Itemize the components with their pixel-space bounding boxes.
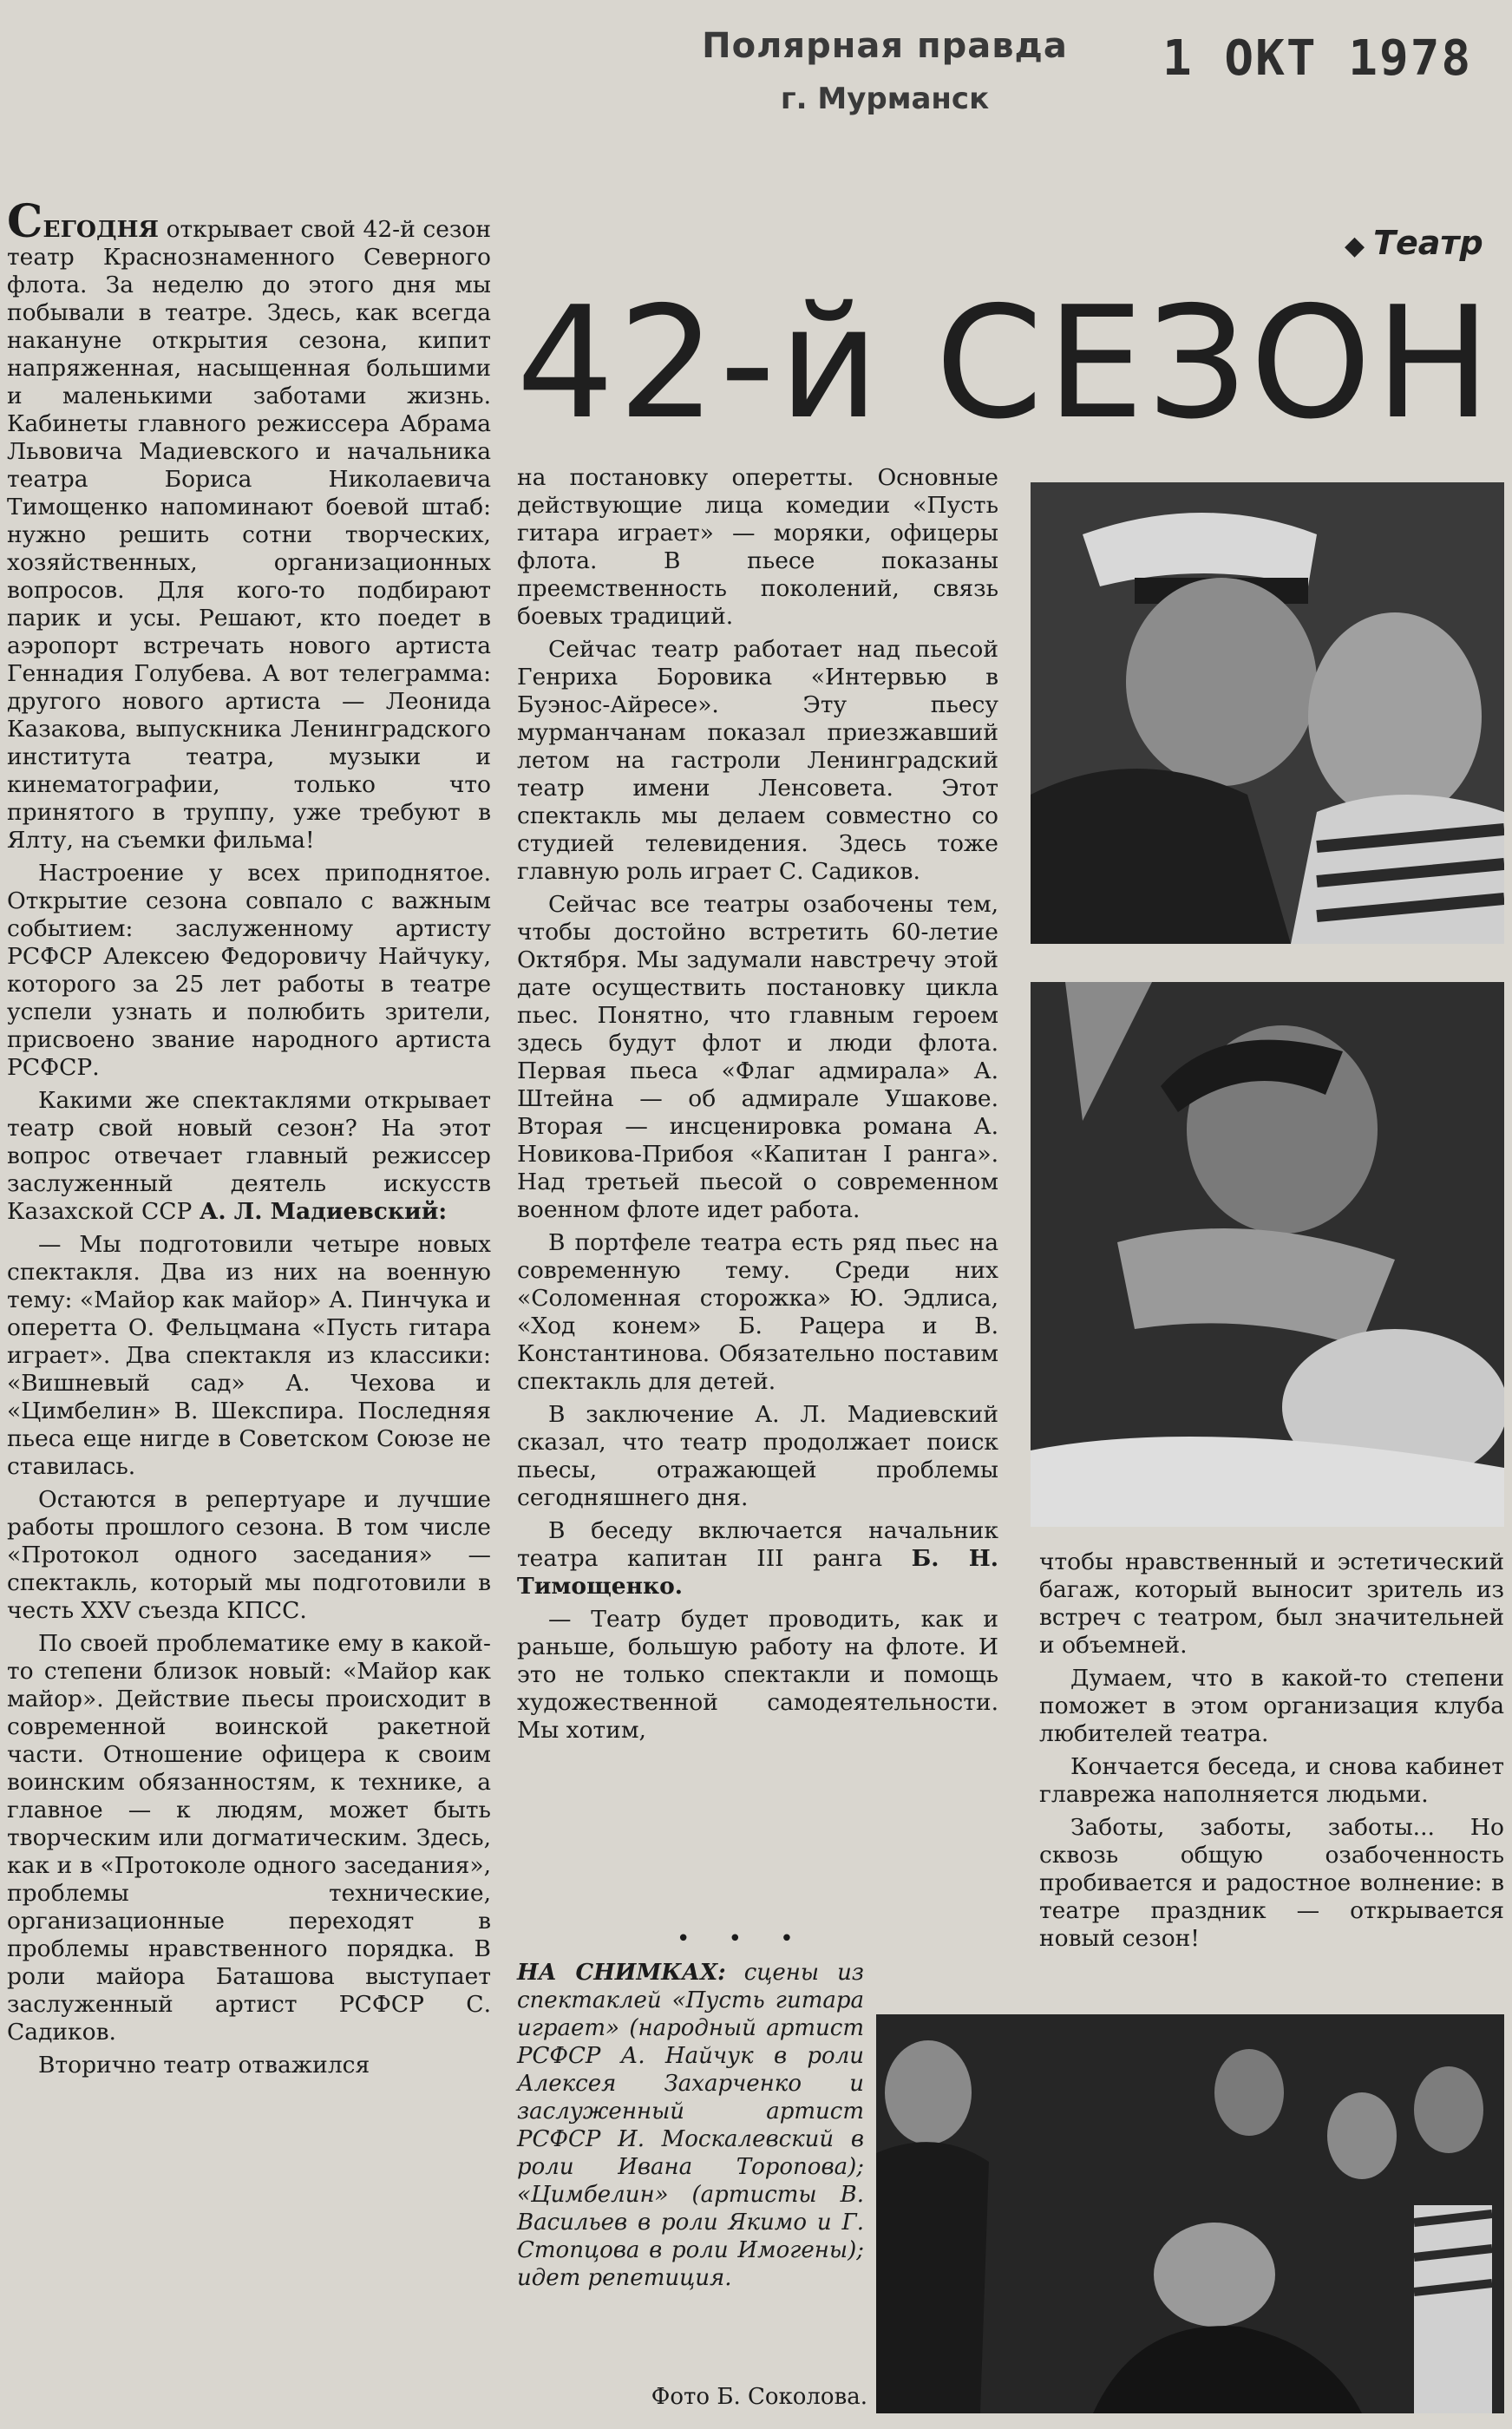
paragraph-text: Какими же спектаклями открывает театр свой новый сезон? На этот вопрос отвечает главный режиссер заслуженный деятель искусств Казахской ССР bbox=[7, 1087, 491, 1225]
separator-dots: • • • bbox=[677, 1926, 809, 1952]
photo-rehearsal-drawing bbox=[876, 2014, 1504, 2413]
paragraph: Кончается беседа, и снова кабинет главрежа наполняется людьми. bbox=[1039, 1753, 1504, 1808]
paragraph: В портфеле театра есть ряд пьес на современную тему. Среди них «Соломенная сторожка» Ю. Эдлиса, «Ход конем» Б. Рацера и В. Константинова. Обязательно поставим спектакль для детей. bbox=[517, 1229, 998, 1395]
paragraph: Заботы, заботы, заботы... Но сквозь общую озабоченность пробивается и радостное волнение: в театре праздник — открывается новый сезон! bbox=[1039, 1814, 1504, 1952]
paragraph: Настроение у всех приподнятое. Открытие сезона совпало с важным событием: заслуженному артисту РСФСР Алексею Федоровичу Найчуку, которого за 25 лет работы в театре успели узнать и полюбить зрители, присвоено звание народного артиста РСФСР. bbox=[7, 860, 491, 1081]
photo-credit: Фото Б. Соколова. bbox=[651, 2384, 867, 2410]
paragraph bbox=[7, 195, 491, 854]
section-label bbox=[1345, 224, 1483, 262]
lead-word: ЕГОДНЯ bbox=[43, 216, 159, 243]
photo-cymbeline-scene bbox=[1031, 982, 1504, 1527]
paragraph-text: В беседу включается начальник театра капитан III ранга bbox=[517, 1517, 998, 1572]
paragraph bbox=[517, 1517, 998, 1601]
article-column-3 bbox=[1039, 1548, 1504, 1958]
speaker-name: А. Л. Мадиевский: bbox=[199, 1198, 448, 1225]
drop-cap: С bbox=[7, 195, 43, 248]
paragraph: на постановку оперетты. Основные действующие лица комедии «Пусть гитара играет» — моряки, офицеры флота. В пьесе показаны преемственность поколений, связь боевых традиций. bbox=[517, 464, 998, 630]
masthead-stamp bbox=[685, 26, 1084, 116]
paragraph: Сейчас все театры озабочены тем, чтобы достойно встретить 60-летие Октября. Мы задумали навстречу этой дате осуществить постановку цикла пьес. Понятно, что главным героем здесь будут флот и люди флота. Первая пьеса «Флаг адмирала» А. Штейна — об адмирале Ушакове. Вторая — инсценировка романа А. Новикова-Прибоя «Капитан I ранга». Над третьей пьесой о современном военном флоте идет работа. bbox=[517, 891, 998, 1223]
photo-caption bbox=[517, 1959, 864, 2292]
paragraph: — Театр будет проводить, как и раньше, большую работу на флоте. И это не только спектакли и помощь художественной самодеятельности. Мы хотим, bbox=[517, 1606, 998, 1744]
paragraph: В заключение А. Л. Мадиевский сказал, что театр продолжает поиск пьесы, отражающей проблемы сегодняшнего дня. bbox=[517, 1401, 998, 1511]
headline: 42-й СЕЗОН bbox=[516, 273, 1495, 453]
speaker-name: Б. Н. Тимощенко. bbox=[517, 1545, 998, 1600]
newspaper-name: Полярная правда bbox=[702, 26, 1068, 66]
paragraph: Остаются в репертуаре и лучшие работы прошлого сезона. В том числе «Протокол одного заседания» — спектакль, который мы подготовили в честь XXV съезда КПСС. bbox=[7, 1486, 491, 1624]
photo-sailors-scene bbox=[1031, 482, 1504, 944]
caption-text: сцены из спектаклей «Пусть гитара играет» (народный артист РСФСР А. Найчук в роли Алексея Захарченко и заслуженный артист РСФСР И. Москалевский в роли Ивана Торопова); «Цимбелин» (артисты В. Васильев в роли Якимо и Г. Стопцова в роли Имогены); идет репетиция. bbox=[517, 1960, 864, 2291]
newspaper-city: г. Мурманск bbox=[780, 82, 990, 116]
paragraph: чтобы нравственный и эстетический багаж, который выносит зритель из встреч с театром, был значительней и объемней. bbox=[1039, 1548, 1504, 1659]
paragraph: По своей проблематике ему в какой-то степени близок новый: «Майор как майор». Действие пьесы происходит в современной воинской ракетной части. Отношение офицера к своим воинским обязанностям, к технике, а главное — к людям, может быть творческим или догматическим. Здесь, как и в «Протоколе одного заседания», проблемы технические, организационные переходят в проблемы нравственного порядка. В роли майора Баташова выступает заслуженный артист РСФСР С. Садиков. bbox=[7, 1630, 491, 2046]
diamond-icon: ◆ bbox=[1345, 231, 1365, 261]
article-column-2 bbox=[517, 464, 998, 1750]
photo-cymbeline-drawing bbox=[1031, 982, 1504, 1527]
date-stamp: 1 ОКТ 1978 bbox=[1162, 30, 1473, 87]
paragraph: Думаем, что в какой-то степени поможет в этом организация клуба любителей театра. bbox=[1039, 1665, 1504, 1747]
article-column-1 bbox=[7, 195, 491, 2085]
section-label-text: Театр bbox=[1373, 224, 1483, 262]
paragraph-text: открывает свой 42-й сезон театр Краснознаменного Северного флота. За неделю до этого дня мы побывали в театре. Здесь, как всегда накануне открытия сезона, кипит напряженная, насыщенная большими и маленькими заботами жизнь. Кабинеты главного режиссера Абрама Львовича Мадиевского и начальника театра Бориса Николаевича Тимощенко напоминают боевой штаб: нужно решить сотни творческих, хозяйственных, организационных вопросов. Для кого-то подбирают парик и усы. Решают, кто поедет в аэропорт встречать нового артиста Геннадия Голубева. А вот телеграмма: другого нового артиста — Леонида Казакова, выпускника Ленинградского института театра, музыки и кинематографии, только что принятого в труппу, уже требуют в Ялту, на съемки фильма! bbox=[7, 216, 491, 854]
photo-sailors-drawing bbox=[1031, 482, 1504, 944]
paragraph: Вторично театр отважился bbox=[38, 2052, 370, 2079]
paragraph: — Мы подготовили четыре новых спектакля. Два из них на военную тему: «Майор как майор» А. Пинчука и оперетта О. Фельцмана «Пусть гитара играет». Два спектакля из классики: «Вишневый сад» А. Чехова и «Цимбелин» В. Шекспира. Последняя пьеса еще нигде в Советском Союзе не ставилась. bbox=[7, 1231, 491, 1480]
paragraph: Сейчас театр работает над пьесой Генриха Боровика «Интервью в Буэнос-Айресе». Эту пьесу мурманчанам показал приезжавший летом на гастроли Ленинградский театр имени Ленсовета. Этот спектакль мы делаем совместно со студией телевидения. Здесь тоже главную роль играет С. Садиков. bbox=[517, 636, 998, 885]
caption-title: НА СНИМКАХ: bbox=[517, 1960, 726, 1986]
photo-rehearsal-scene bbox=[876, 2014, 1504, 2413]
paragraph bbox=[7, 1087, 491, 1226]
